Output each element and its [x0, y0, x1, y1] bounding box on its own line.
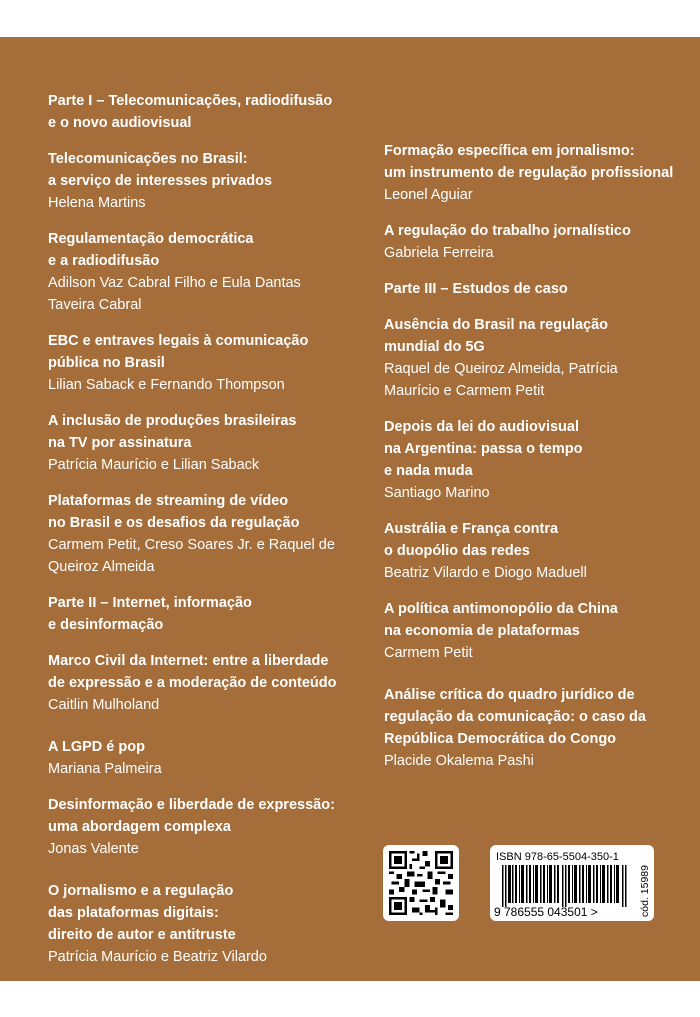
barcode-icon	[502, 865, 630, 907]
toc-entry	[384, 518, 684, 584]
back-cover	[0, 37, 700, 981]
chapter-authors: Adilson Vaz Cabral Filho e Eula Dantas Taveira Cabral	[48, 275, 301, 313]
toc-entry	[48, 148, 368, 214]
chapter-title: Regulamentação democrática e a radiodifusão	[48, 231, 254, 269]
chapter-authors: Raquel de Queiroz Almeida, Patrícia Maurício e Carmem Petit	[384, 361, 618, 399]
toc-entry	[48, 330, 368, 396]
chapter-title: Desinformação e liberdade de expressão: uma abordagem complexa	[48, 797, 335, 835]
chapter-title: Plataformas de streaming de vídeo no Brasil e os desafios da regulação	[48, 493, 300, 531]
chapter-authors: Mariana Palmeira	[48, 761, 162, 777]
chapter-authors: Placide Okalema Pashi	[384, 753, 534, 769]
chapter-title: Ausência do Brasil na regulação mundial do 5G	[384, 317, 609, 355]
chapter-title: Telecomunicações no Brasil: a serviço de interesses privados	[48, 151, 273, 189]
chapter-title: Formação específica em jornalismo: um instrumento de regulação profissional	[384, 143, 674, 181]
toc-entry	[384, 140, 684, 206]
chapter-title: A política antimonopólio da China na economia de plataformas	[384, 601, 618, 639]
chapter-title: A regulação do trabalho jornalístico	[384, 223, 631, 239]
part-1-title: Parte I – Telecomunicações, radiodifusão e o novo audiovisual	[48, 93, 333, 131]
chapter-title: O jornalismo e a regulação das plataformas digitais: direito de autor e antitruste	[48, 883, 236, 943]
toc-entry	[384, 314, 684, 402]
chapter-title: Austrália e França contra o duopólio das redes	[384, 521, 559, 559]
isbn-text: ISBN 978-65-5504-350-1	[496, 851, 619, 863]
chapter-authors: Carmem Petit, Creso Soares Jr. e Raquel de Queiroz Almeida	[48, 537, 335, 575]
chapter-authors: Jonas Valente	[48, 841, 139, 857]
chapter-authors: Lilian Saback e Fernando Thompson	[48, 377, 285, 393]
toc-entry	[48, 490, 368, 578]
product-code-text: cód. 15989	[639, 865, 651, 917]
toc-entry	[48, 228, 368, 316]
part-3-title: Parte III – Estudos de caso	[384, 281, 568, 297]
qr-code-icon	[389, 851, 453, 915]
toc-entry	[384, 684, 684, 772]
qr-code[interactable]	[383, 845, 459, 921]
chapter-title: Análise crítica do quadro jurídico de regulação da comunicação: o caso da República Democrática do Congo	[384, 687, 646, 747]
chapter-authors: Santiago Marino	[384, 485, 490, 501]
toc-entry	[384, 220, 684, 264]
chapter-title: EBC e entraves legais à comunicação pública no Brasil	[48, 333, 309, 371]
chapter-authors: Gabriela Ferreira	[384, 245, 494, 261]
chapter-title: A LGPD é pop	[48, 739, 145, 755]
chapter-authors: Helena Martins	[48, 195, 146, 211]
toc-entry	[48, 736, 368, 780]
barcode-digits: 9 786555 043501 >	[494, 905, 598, 919]
toc-entry	[384, 598, 684, 664]
product-code	[638, 851, 652, 919]
left-column	[48, 90, 368, 968]
chapter-authors: Patrícia Maurício e Lilian Saback	[48, 457, 260, 473]
toc-entry	[48, 410, 368, 476]
toc-entry	[48, 880, 368, 968]
part-2-title: Parte II – Internet, informação e desinformação	[48, 595, 252, 633]
chapter-title: Depois da lei do audiovisual na Argentina: passa o tempo e nada muda	[384, 419, 583, 479]
toc-entry	[48, 650, 368, 716]
right-column	[384, 140, 684, 772]
chapter-authors: Patrícia Maurício e Beatriz Vilardo	[48, 949, 267, 965]
chapter-authors: Caitlin Mulholand	[48, 697, 160, 713]
toc-entry	[48, 794, 368, 860]
chapter-title: A inclusão de produções brasileiras na TV por assinatura	[48, 413, 297, 451]
chapter-authors: Leonel Aguiar	[384, 187, 473, 203]
chapter-title: Marco Civil da Internet: entre a liberdade de expressão e a moderação de conteúdo	[48, 653, 337, 691]
chapter-authors: Carmem Petit	[384, 645, 473, 661]
isbn-barcode-label	[490, 845, 654, 921]
toc-entry	[384, 416, 684, 504]
chapter-authors: Beatriz Vilardo e Diogo Maduell	[384, 565, 587, 581]
